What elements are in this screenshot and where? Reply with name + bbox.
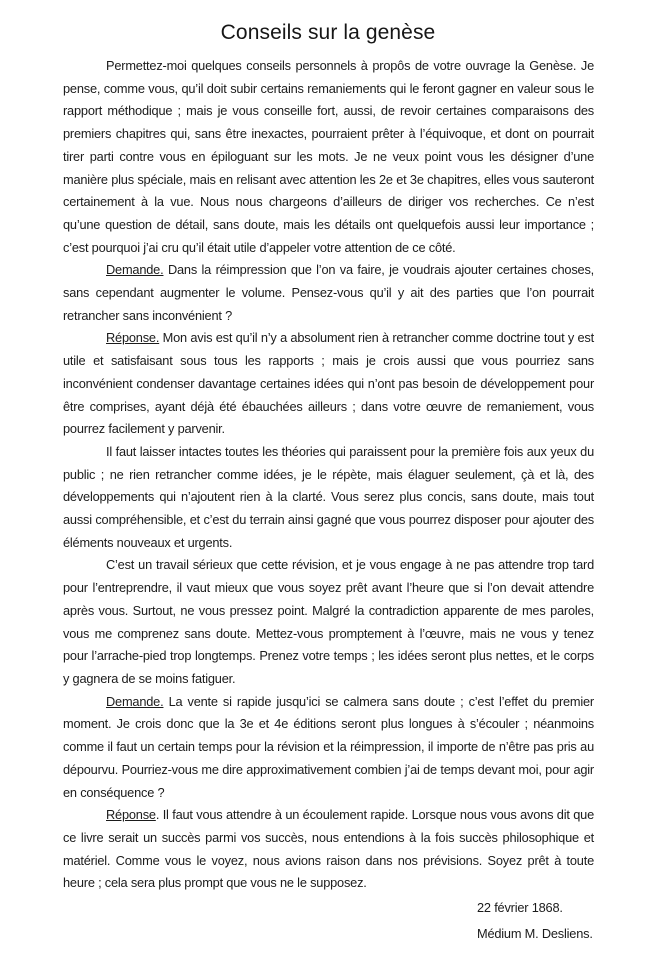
paragraph-text: Mon avis est qu’il n’y a absolument rien à retrancher comme doctrine tout y est utile et satisfaisant sous tous les rapports ; mais je crois aussi que vous pourriez sans inconvénient condenser davantage certaines idées qui n’ont pas besoin de développement pour être comprises, ayant déjà été ébauchées ailleurs ; dans votre œuvre de remaniement, vous pourrez facilement y parvenir. bbox=[63, 330, 594, 437]
signature-block bbox=[477, 895, 594, 946]
paragraph-label: Réponse. bbox=[106, 330, 160, 346]
document-body bbox=[63, 55, 594, 946]
signature-date: 22 février 1868. bbox=[477, 900, 563, 916]
paragraph-text: Permettez-moi quelques conseils personnels à propôs de votre ouvrage la Genèse. Je pense, comme vous, qu’il doit subir certains remaniements qui le feront gagner en valeur sous le rapport méthodique ; mais je vous conseille fort, aussi, de revoir certaines comparaisons des premiers chapitres qui, sans être inexactes, pourraient prêter à l’équivoque, et dont on pourrait tirer parti contre vous en épiloguant sur les mots. Je ne veux point vous les désigner d’une manière plus spéciale, mais en relisant avec attention les 2e et 3e chapitres, elles vous sauteront certainement à la vue. Nous nous chargeons d’ailleurs de diriger vos recherches. Ce n’est qu’une question de détail, sans doute, mais les détails ont quelquefois aussi leur importance ; c’est pourquoi j’ai cru qu’il était utile d’appeler votre attention de ce côté. bbox=[63, 58, 594, 255]
paragraph-text: . Il faut vous attendre à un écoulement rapide. Lorsque nous vous avons dit que ce livre serait un succès parmi vos succès, nous entendions à la fois succès philosophique et matériel. Comme vous le voyez, nous avions raison dans nos prévisions. Soyez prêt à toute heure ; cela sera plus prompt que vous ne le supposez. bbox=[63, 807, 594, 891]
paragraph-theories bbox=[63, 441, 594, 555]
paragraph-demande-1 bbox=[63, 259, 594, 327]
paragraph-revision bbox=[63, 554, 594, 690]
paragraph-label: Réponse bbox=[106, 807, 156, 823]
signature-author: Médium M. Desliens. bbox=[477, 925, 593, 941]
paragraph-text: Il faut laisser intactes toutes les théories qui paraissent pour la première fois aux yeux du public ; ne rien retrancher comme idées, je le répète, mais élaguer seulement, çà et là, des développements qui n’ajoutent rien à la clarté. Vous serez plus concis, sans doute, mais tout aussi compréhensible, et c’est du terrain ainsi gagné que vous pourrez disposer pour ajouter des éléments nouveaux et urgents. bbox=[63, 443, 594, 550]
paragraph-text: Dans la réimpression que l’on va faire, je voudrais ajouter certaines choses, sans cependant augmenter le volume. Pensez-vous qu’il y ait des parties que l’on pourrait retrancher sans inconvénient ? bbox=[63, 262, 594, 323]
paragraph-demande-2 bbox=[63, 691, 594, 805]
page-title: Conseils sur la genèse bbox=[220, 21, 436, 44]
paragraph-intro bbox=[63, 55, 594, 259]
paragraph-text: C’est un travail sérieux que cette révision, et je vous engage à ne pas attendre trop tard pour l’entreprendre, il vaut mieux que vous soyez prêt avant l’heure que si l’on devait attendre après vous. Surtout, ne vous pressez point. Malgré la contradiction apparente de mes paroles, vous me comprenez sans doute. Mettez-vous promptement à l’œuvre, mais ne vous y tenez pour l’arrache-pied trop longtemps. Prenez votre temps ; les idées seront plus nettes, et le corps y gagnera de se moins fatiguer. bbox=[63, 557, 594, 686]
paragraph-reponse-1 bbox=[63, 327, 594, 441]
paragraph-label: Demande. bbox=[106, 693, 164, 709]
paragraph-text: La vente si rapide jusqu’ici se calmera sans doute ; c’est l’effet du premier moment. Je crois donc que la 3e et 4e éditions seront plus longues à s’écouler ; néanmoins comme il faut un certain temps pour la révision et la réimpression, il importe de n’être pas pris au dépourvu. Pourriez-vous me dire approximativement combien j’ai de temps devant moi, pour agir en conséquence ? bbox=[63, 693, 594, 800]
paragraph-reponse-2 bbox=[63, 804, 594, 895]
document-page bbox=[0, 20, 656, 970]
paragraph-label: Demande. bbox=[106, 262, 164, 278]
